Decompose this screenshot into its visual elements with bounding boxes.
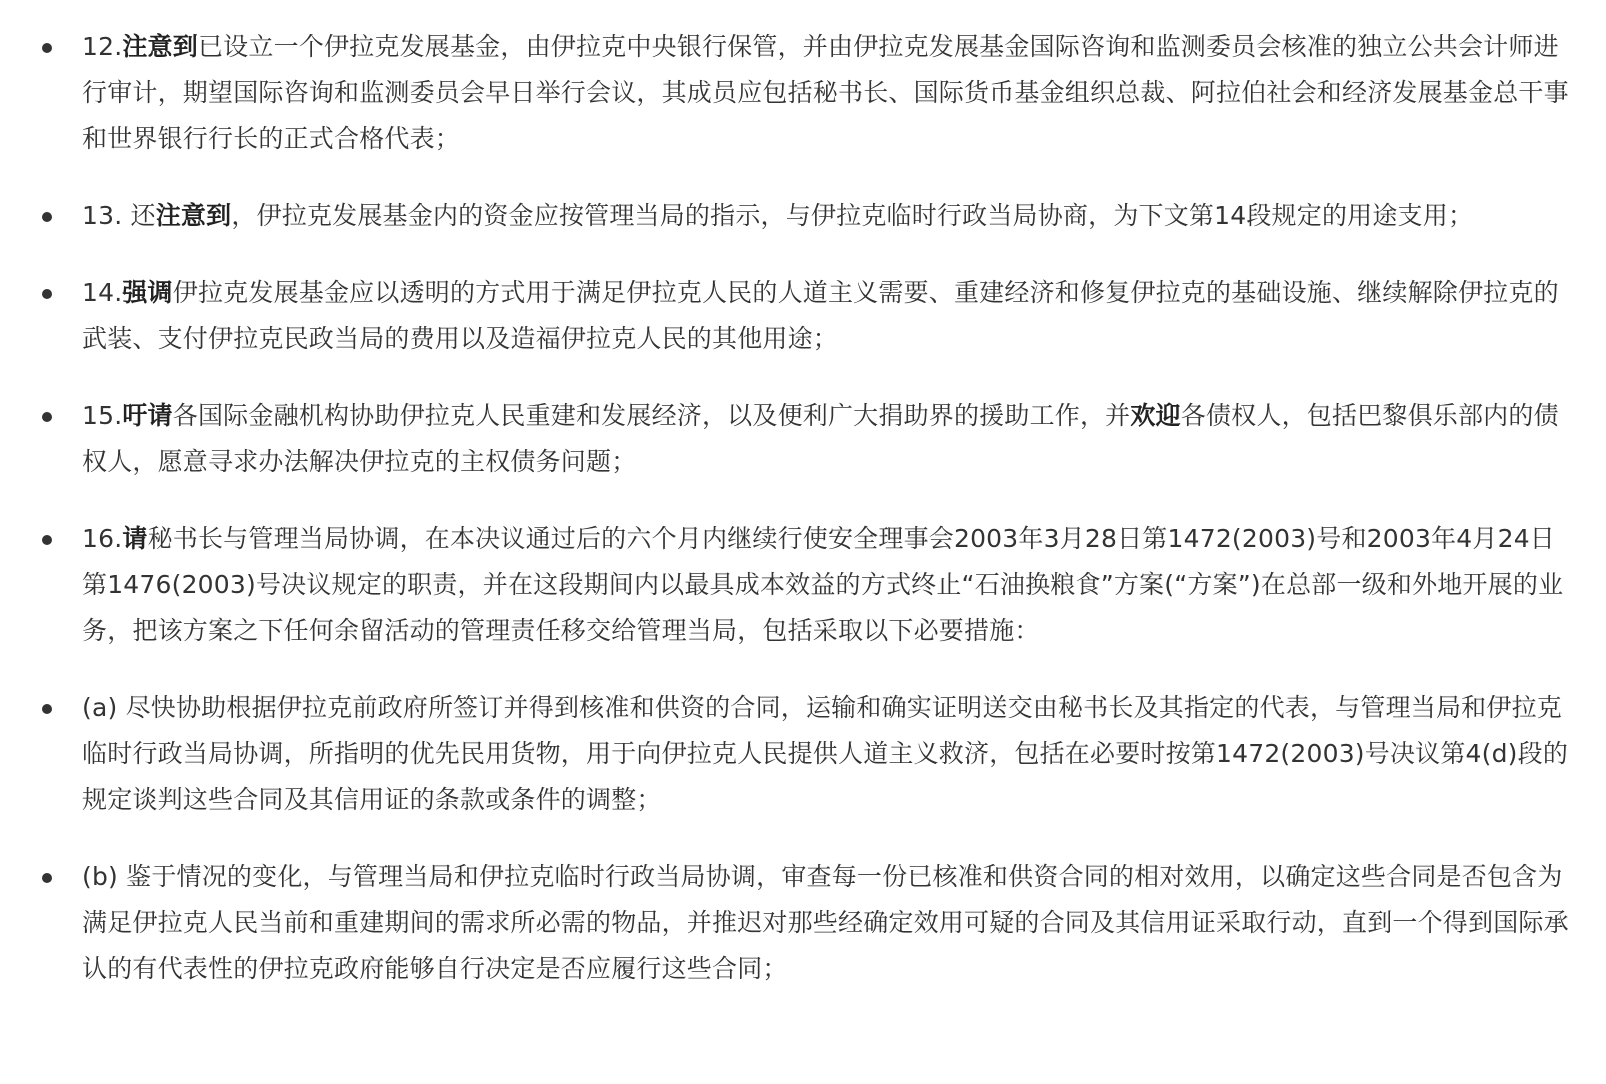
- bullet-icon: [42, 289, 52, 299]
- bold-keyword: 吁请: [122, 401, 173, 430]
- list-item-14: [0, 270, 1576, 362]
- paragraph-number: 12.: [82, 32, 123, 61]
- paragraph-text: [82, 516, 1576, 654]
- list-item-a: [0, 685, 1576, 823]
- bullet-icon: [42, 873, 52, 883]
- paragraph-number: 16.: [82, 524, 123, 553]
- paragraph-text: [82, 393, 1576, 485]
- paragraph-number: 15.: [82, 401, 123, 430]
- bold-keyword: 注意到: [155, 201, 232, 230]
- paragraph-text: [82, 193, 1576, 239]
- bullet-icon: [42, 535, 52, 545]
- bold-keyword-2: 欢迎: [1130, 401, 1181, 430]
- paragraph-number: 13. 还: [82, 201, 156, 230]
- paragraph-body: 伊拉克发展基金应以透明的方式用于满足伊拉克人民的人道主义需要、重建经济和修复伊拉克的基础设施、继续解除伊拉克的武装、支付伊拉克民政当局的费用以及造福伊拉克人民的其他用途；: [82, 278, 1559, 353]
- paragraph-body: 秘书长与管理当局协调，在本决议通过后的六个月内继续行使安全理事会2003年3月28日第1472(2003)号和2003年4月24日第1476(2003)号决议规定的职责，并在这段期间内以最具成本效益的方式终止“石油换粮食”方案(“方案”)在总部一级和外地开展的业务，把该方案之下任何余留活动的管理责任移交给管理当局，包括采取以下必要措施：: [82, 524, 1564, 645]
- bold-keyword: 请: [122, 524, 148, 553]
- paragraph-text: [82, 24, 1576, 162]
- bullet-icon: [42, 412, 52, 422]
- list-item-15: [0, 393, 1576, 485]
- paragraph-body-part: 各国际金融机构协助伊拉克人民重建和发展经济，以及便利广大捐助界的援助工作，并: [172, 401, 1131, 430]
- paragraph-body: 已设立一个伊拉克发展基金，由伊拉克中央银行保管，并由伊拉克发展基金国际咨询和监测委员会核准的独立公共会计师进行审计，期望国际咨询和监测委员会早日举行会议，其成员应包括秘书长、国际货币基金组织总裁、阿拉伯社会和经济发展基金总干事和世界银行行长的正式合格代表；: [82, 32, 1569, 153]
- bullet-icon: [42, 43, 52, 53]
- list-item-12: [0, 24, 1576, 162]
- paragraph-body: ，伊拉克发展基金内的资金应按管理当局的指示，与伊拉克临时行政当局协商，为下文第14段规定的用途支用；: [231, 201, 1474, 230]
- bullet-icon: [42, 212, 52, 222]
- list-item-13: [0, 193, 1576, 239]
- list-item-b: [0, 854, 1576, 992]
- bullet-icon: [42, 704, 52, 714]
- paragraph-text: (a) 尽快协助根据伊拉克前政府所签订并得到核准和供资的合同，运输和确实证明送交由秘书长及其指定的代表，与管理当局和伊拉克临时行政当局协调，所指明的优先民用货物，用于向伊拉克人民提供人道主义救济，包括在必要时按第1472(2003)号决议第4(d)段的规定谈判这些合同及其信用证的条款或条件的调整；: [82, 693, 1569, 814]
- paragraph-text: (b) 鉴于情况的变化，与管理当局和伊拉克临时行政当局协调，审查每一份已核准和供资合同的相对效用，以确定这些合同是否包含为满足伊拉克人民当前和重建期间的需求所必需的物品，并推迟对那些经确定效用可疑的合同及其信用证采取行动，直到一个得到国际承认的有代表性的伊拉克政府能够自行决定是否应履行这些合同；: [82, 862, 1569, 983]
- paragraph-number: 14.: [82, 278, 123, 307]
- paragraph-body: 各债权人，包括巴黎俱乐部内的债权人，愿意寻求办法解决伊拉克的主权债务问题；: [82, 401, 1559, 476]
- list-item-16: [0, 516, 1576, 654]
- bold-keyword: 强调: [122, 278, 173, 307]
- bold-keyword: 注意到: [122, 32, 198, 61]
- resolution-paragraph-list: [0, 24, 1576, 992]
- paragraph-text: [82, 270, 1576, 362]
